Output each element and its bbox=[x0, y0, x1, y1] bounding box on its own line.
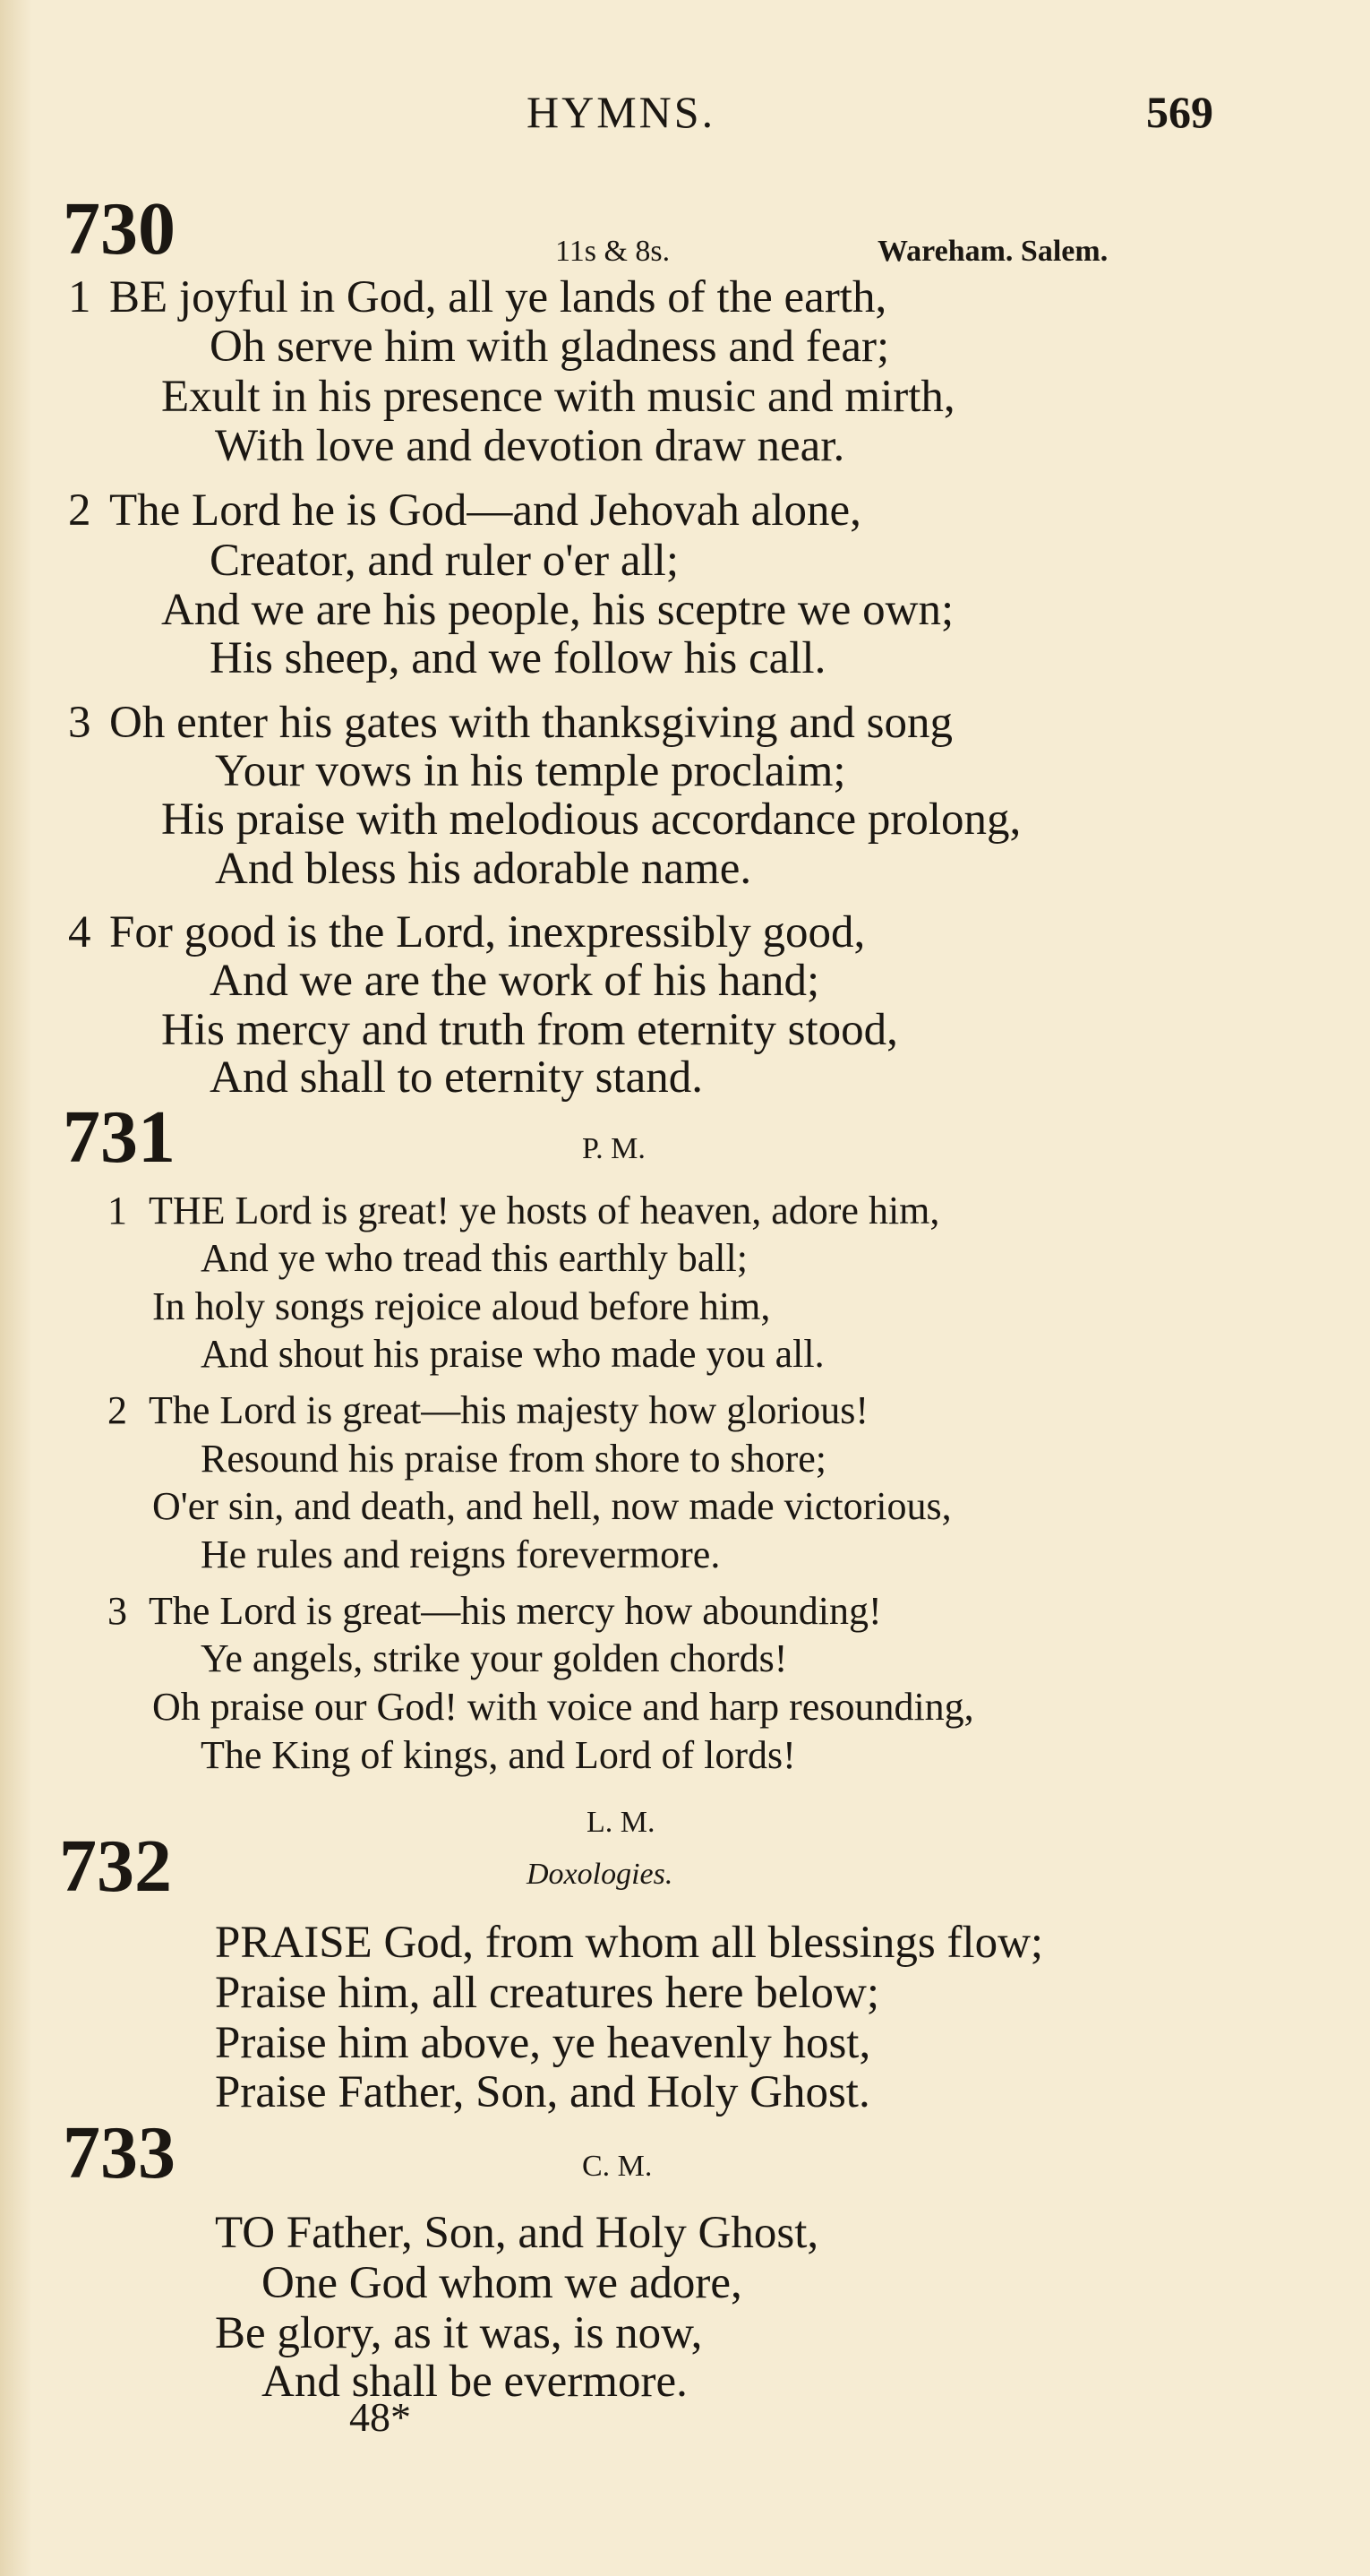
verse-line: And shall to eternity stand. bbox=[210, 1052, 703, 1103]
hymn-meter: C. M. bbox=[582, 2150, 653, 2183]
verse-line: And shall be evermore. bbox=[261, 2357, 688, 2407]
hymn-number: 730 bbox=[63, 187, 176, 270]
verse-line: O'er sin, and death, and hell, now made victorious, bbox=[152, 1484, 952, 1528]
hymn-meter: 11s & 8s. bbox=[555, 235, 671, 268]
verse-number: 1 bbox=[107, 1189, 127, 1232]
verse-line: Resound his praise from shore to shore; bbox=[201, 1437, 826, 1481]
hymn-number: 732 bbox=[59, 1825, 172, 1908]
hymn-number: 731 bbox=[63, 1095, 176, 1179]
verse-number: 2 bbox=[107, 1388, 127, 1432]
verse-line: In holy songs rejoice aloud before him, bbox=[152, 1284, 771, 1328]
verse-line: Be glory, as it was, is now, bbox=[215, 2308, 703, 2358]
running-title: HYMNS. bbox=[527, 87, 716, 137]
verse-line: Oh praise our God! with voice and harp resounding, bbox=[152, 1685, 974, 1729]
verse-line: 2 The Lord is great—his majesty how glorious! bbox=[107, 1388, 869, 1432]
hymn-number: 733 bbox=[63, 2111, 176, 2194]
verse-number: 3 bbox=[107, 1589, 127, 1633]
verse-line: PRAISE God, from whom all blessings flow; bbox=[215, 1918, 1044, 1968]
verse-line: One God whom we adore, bbox=[261, 2258, 742, 2308]
verse-line: The King of kings, and Lord of lords! bbox=[201, 1733, 796, 1777]
verse-line: Ye angels, strike your golden chords! bbox=[201, 1636, 788, 1680]
verse-line: And ye who tread this earthly ball; bbox=[201, 1236, 748, 1280]
verse-line: 1 BE joyful in God, all ye lands of the earth, bbox=[68, 272, 887, 322]
signature-mark: 48* bbox=[349, 2394, 411, 2440]
verse-line: Praise him above, ye heavenly host, bbox=[215, 2018, 871, 2068]
verse-line: 3 Oh enter his gates with thanksgiving and song bbox=[68, 698, 953, 748]
verse-line: His praise with melodious accordance prolong, bbox=[161, 794, 1022, 845]
hymn-tune: Wareham. Salem. bbox=[878, 235, 1109, 268]
verse-number: 2 bbox=[68, 485, 91, 536]
verse-line: His mercy and truth from eternity stood, bbox=[161, 1005, 898, 1055]
verse-line: Exult in his presence with music and mirth, bbox=[161, 372, 955, 422]
verse-line: He rules and reigns forevermore. bbox=[201, 1533, 721, 1576]
verse-line: TO Father, Son, and Holy Ghost, bbox=[215, 2208, 819, 2258]
verse-line: 2 The Lord he is God—and Jehovah alone, bbox=[68, 485, 861, 536]
verse-line: 1 THE Lord is great! ye hosts of heaven, adore him, bbox=[107, 1189, 940, 1232]
verse-line: And we are his people, his sceptre we own; bbox=[161, 585, 955, 635]
hymn-meter: P. M. bbox=[582, 1132, 646, 1165]
page-number: 569 bbox=[1146, 87, 1213, 137]
page-edge-shadow bbox=[0, 0, 32, 2576]
verse-line: And we are the work of his hand; bbox=[210, 956, 820, 1006]
verse-line: 3 The Lord is great—his mercy how abounding! bbox=[107, 1589, 882, 1633]
verse-number: 3 bbox=[68, 698, 91, 748]
verse-line: Praise Father, Son, and Holy Ghost. bbox=[215, 2067, 870, 2117]
verse-line: Praise him, all creatures here below; bbox=[215, 1968, 880, 2018]
verse-line: His sheep, and we follow his call. bbox=[210, 633, 826, 683]
verse-line: With love and devotion draw near. bbox=[215, 421, 845, 471]
verse-line: 4 For good is the Lord, inexpressibly good, bbox=[68, 907, 866, 957]
verse-line: And bless his adorable name. bbox=[215, 844, 752, 894]
verse-line: Creator, and ruler o'er all; bbox=[210, 536, 679, 586]
verse-line: Oh serve him with gladness and fear; bbox=[210, 322, 890, 372]
verse-line: Your vows in his temple proclaim; bbox=[215, 746, 846, 796]
verse-line: And shout his praise who made you all. bbox=[201, 1332, 825, 1376]
verse-number: 1 bbox=[68, 272, 91, 322]
hymn-subtitle: Doxologies. bbox=[527, 1858, 673, 1891]
hymn-meter: L. M. bbox=[587, 1806, 655, 1839]
verse-number: 4 bbox=[68, 907, 91, 957]
